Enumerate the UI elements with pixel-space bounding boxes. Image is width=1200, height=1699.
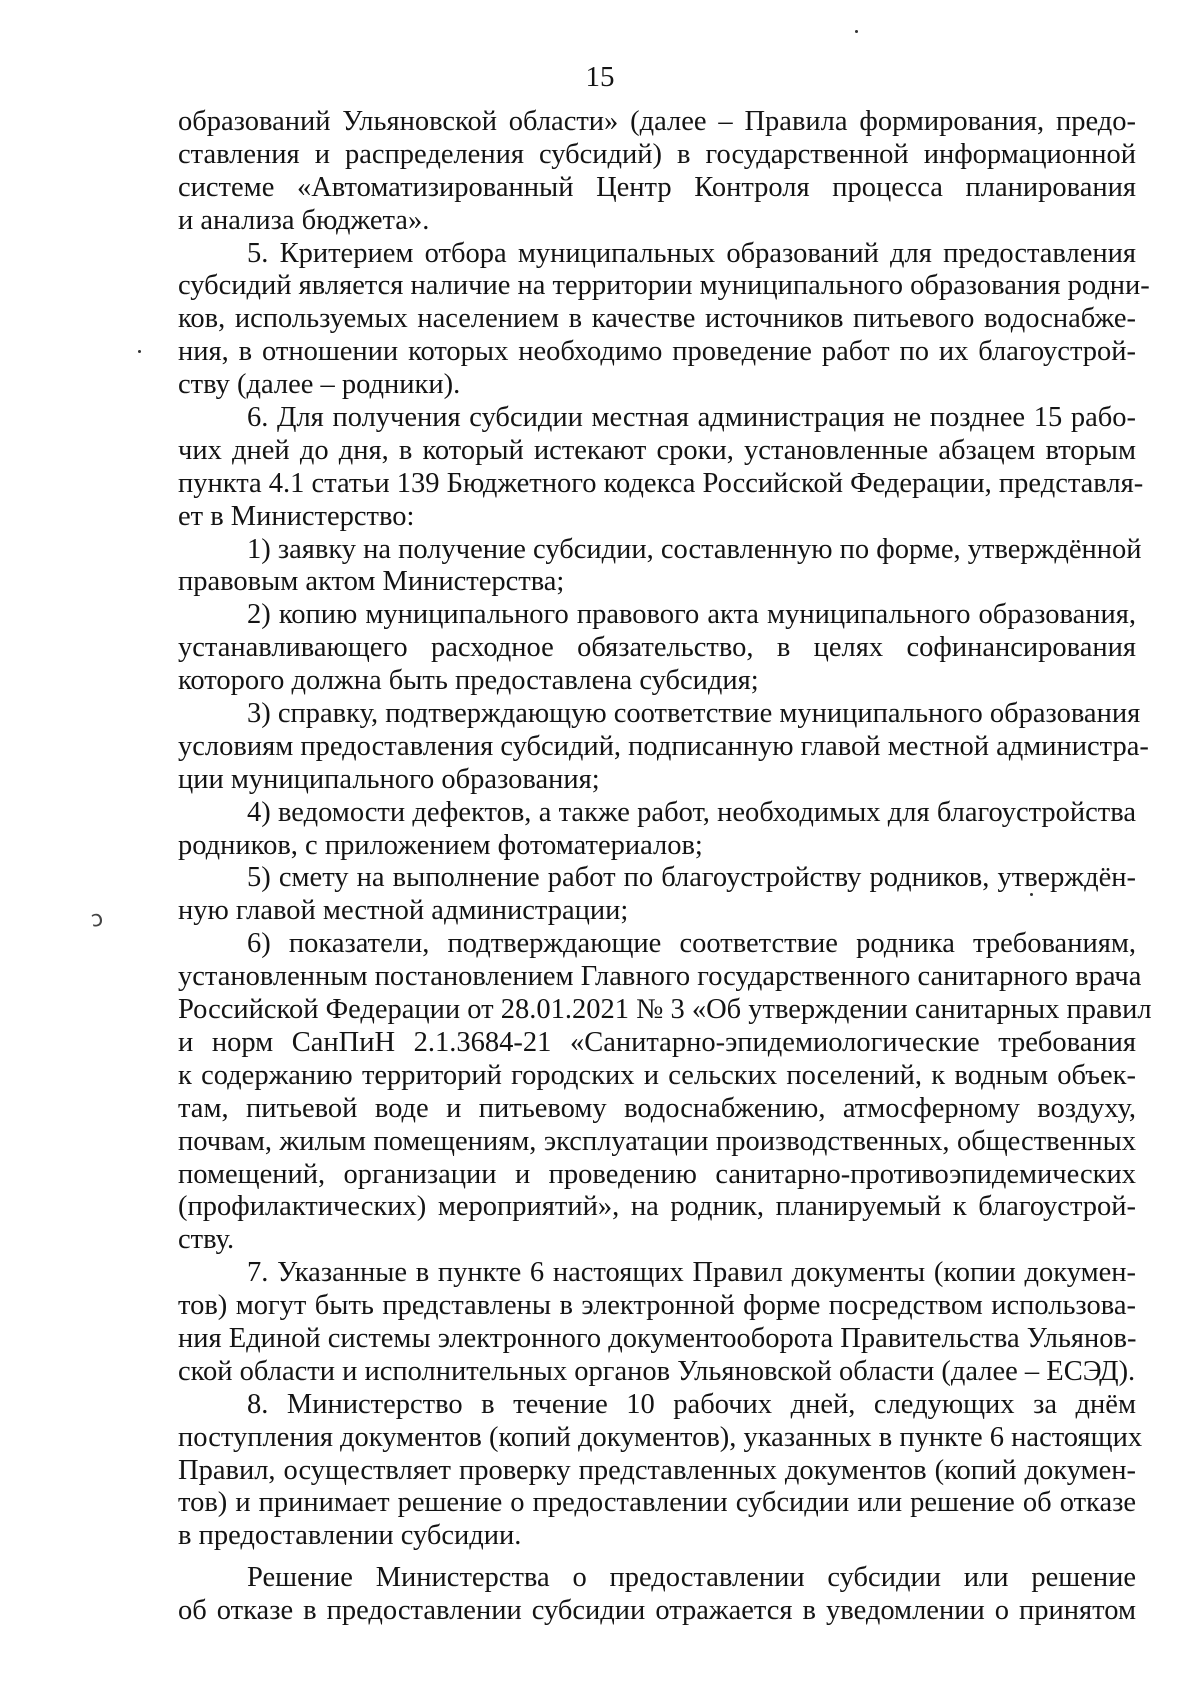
text-line: родников, с приложением фотоматериалов; — [178, 829, 703, 861]
text-line: устанавливающего расходное обязательство, в целях софинансирования — [178, 632, 1136, 664]
text-line: ской области и исполнительных органов Ульяновской области (далее – ЕСЭД). — [178, 1355, 1136, 1387]
text-line: ния Единой системы электронного документооборота Правительства Ульянов- — [178, 1322, 1137, 1354]
text-line: тов) могут быть представлены в электронной форме посредством использова- — [178, 1290, 1136, 1322]
text-line: 8. Министерство в течение 10 рабочих дней, следующих за днём — [247, 1388, 1136, 1420]
text-line: 2) копию муниципального правового акта муниципального образования, — [247, 599, 1136, 631]
text-line: Российской Федерации от 28.01.2021 № 3 «Об утверждении санитарных правил — [178, 994, 1152, 1026]
text-line: Правил, осуществляет проверку представленных документов (копий докумен- — [178, 1454, 1136, 1486]
text-line: 7. Указанные в пункте 6 настоящих Правил документы (копии докумен- — [247, 1257, 1136, 1289]
scan-speck — [138, 350, 141, 353]
text-line: к содержанию территорий городских и сельских поселений, к водным объек- — [178, 1059, 1136, 1091]
text-line: субсидий является наличие на территории муниципального образования родни- — [178, 270, 1150, 302]
text-line: (профилактических) мероприятий», на родник, планируемый к благоустрой- — [178, 1191, 1136, 1223]
text-line: ния, в отношении которых необходимо проведение работ по их благоустрой- — [178, 336, 1136, 368]
text-line: ет в Министерство: — [178, 500, 415, 532]
text-line: ции муниципального образования; — [178, 763, 600, 795]
text-line: которого должна быть предоставлена субсидия; — [178, 665, 759, 697]
text-line: в предоставлении субсидии. — [178, 1520, 522, 1552]
text-line: 4) ведомости дефектов, а также работ, необходимых для благоустройства — [247, 796, 1136, 828]
text-line: Решение Министерства о предоставлении субсидии или решение — [247, 1562, 1136, 1594]
text-line: поступления документов (копий документов), указанных в пункте 6 настоящих — [178, 1421, 1143, 1453]
body-text — [178, 106, 1152, 1628]
text-line: помещений, организации и проведению санитарно-противоэпидемических — [178, 1158, 1136, 1190]
text-line: 5) смету на выполнение работ по благоустройству родников, утверждён- — [247, 862, 1136, 894]
text-line: ству. — [178, 1224, 235, 1256]
page-number: 15 — [585, 61, 615, 93]
text-line: 3) справку, подтверждающую соответствие муниципального образования — [247, 698, 1141, 730]
text-line: об отказе в предоставлении субсидии отражается в уведомлении о принятом — [178, 1595, 1136, 1627]
text-line: установленным постановлением Главного государственного санитарного врача — [178, 961, 1142, 993]
text-line: чих дней до дня, в который истекают сроки, установленные абзацем вторым — [178, 434, 1136, 466]
paragraph-gap — [178, 1553, 1136, 1562]
text-line: ную главой местной администрации; — [178, 895, 629, 927]
text-line: правовым актом Министерства; — [178, 566, 565, 598]
text-line: ству (далее – родники). — [178, 369, 461, 401]
scan-speck — [855, 30, 858, 33]
scan-mark: ↄ — [89, 906, 105, 933]
text-line: системе «Автоматизированный Центр Контроля процесса планирования — [178, 171, 1136, 203]
text-line: и норм СанПиН 2.1.3684-21 «Санитарно-эпидемиологические требования — [178, 1026, 1136, 1058]
text-line: ков, используемых населением в качестве источников питьевого водоснабже- — [178, 303, 1136, 335]
text-line: пункта 4.1 статьи 139 Бюджетного кодекса Российской Федерации, представля- — [178, 467, 1144, 499]
text-line: тов) и принимает решение о предоставлении субсидии или решение об отказе — [178, 1487, 1136, 1519]
scan-speck — [1030, 893, 1033, 896]
text-line: образований Ульяновской области» (далее – Правила формирования, предо- — [178, 106, 1136, 137]
text-line: условиям предоставления субсидий, подписанную главой местной администра- — [178, 730, 1149, 762]
text-line: и анализа бюджета». — [178, 204, 430, 236]
text-line: ставления и распределения субсидий) в государственной информационной — [178, 138, 1136, 170]
text-line: 1) заявку на получение субсидии, составленную по форме, утверждённой — [247, 533, 1142, 565]
text-line: там, питьевой воде и питьевому водоснабжению, атмосферному воздуху, — [178, 1092, 1136, 1124]
text-line: 5. Критерием отбора муниципальных образований для предоставления — [247, 237, 1136, 269]
text-line: 6. Для получения субсидии местная администрация не позднее 15 рабо- — [247, 402, 1136, 434]
text-line: почвам, жилым помещениям, эксплуатации производственных, общественных — [178, 1125, 1136, 1157]
text-line: 6) показатели, подтверждающие соответствие родника требованиям, — [247, 928, 1136, 960]
